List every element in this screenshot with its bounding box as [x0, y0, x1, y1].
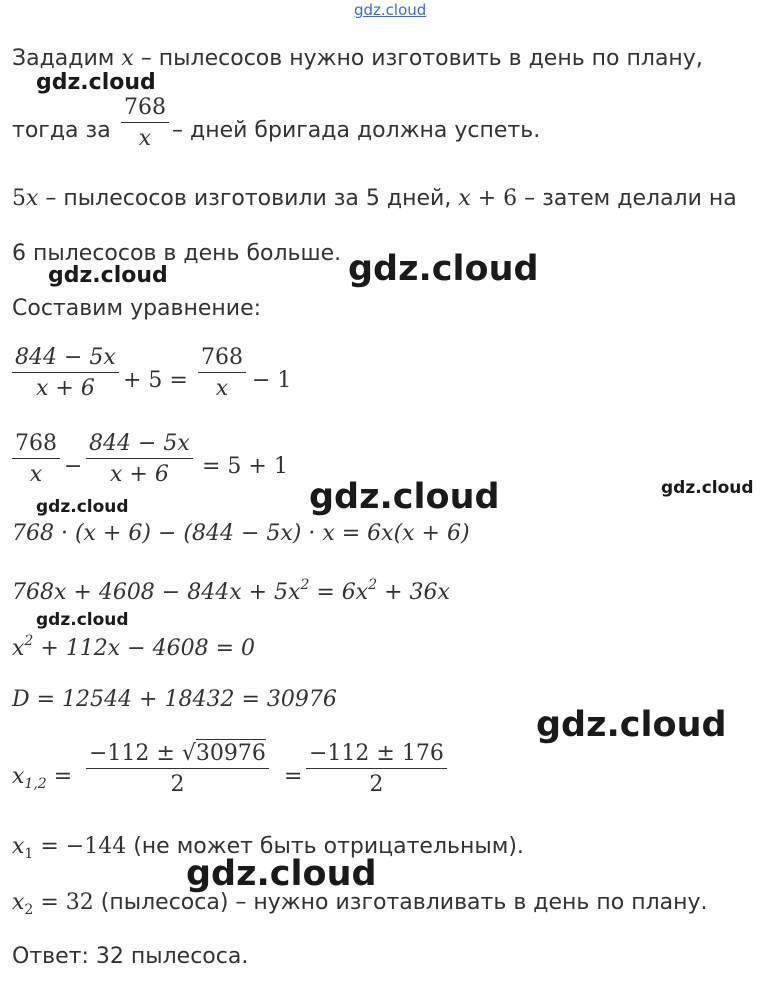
- eq7-lhs: [12, 766, 72, 791]
- eq1-left-numerator: 844 − 5x: [12, 347, 119, 373]
- header-watermark-link[interactable]: gdz.cloud: [354, 1, 427, 19]
- line1-var: x: [121, 46, 134, 71]
- line1-text-a: Зададим: [12, 46, 122, 71]
- fraction-denominator: x: [138, 126, 152, 151]
- fraction-768-over-x: [121, 97, 169, 150]
- eq7-radicand: 30976: [195, 741, 266, 766]
- watermark-9: gdz.cloud: [186, 854, 377, 894]
- watermark-6: gdz.cloud: [661, 478, 754, 498]
- eq2-right-numerator: 844 − 5x: [86, 433, 193, 459]
- eq2-tail: = 5 + 1: [202, 454, 288, 479]
- text-line-2-b: – дней бригада должна успеть.: [172, 118, 541, 143]
- line1-text-b: – пылесосов нужно изготовить в день по плану,: [133, 46, 703, 71]
- eq7-fraction-2: [306, 743, 447, 796]
- root2-note: (пылесоса) – нужно изготавливать в день по плану.: [93, 890, 708, 915]
- root2-sub: 2: [24, 902, 34, 918]
- line3-b: – пылесосов изготовили за 5 дней,: [38, 186, 459, 211]
- eq5-b: + 112x − 4608 = 0: [33, 636, 255, 661]
- eq2-right-fraction: [86, 433, 193, 486]
- watermark-1: gdz.cloud: [36, 70, 156, 95]
- eq2-left-fraction: [12, 433, 60, 486]
- watermark-5: gdz.cloud: [309, 477, 500, 517]
- root-2-line: [12, 892, 708, 917]
- eq1-left-fraction: [12, 347, 119, 400]
- watermark-7: gdz.cloud: [36, 610, 129, 630]
- line3-var-a: x: [26, 186, 39, 211]
- line3-var-b: x: [458, 186, 471, 211]
- text-line-3: [12, 188, 737, 210]
- line3-d: – затем делали на: [517, 186, 737, 211]
- eq7-lhs-sub: 1,2: [24, 776, 47, 792]
- watermark-8: gdz.cloud: [536, 705, 727, 745]
- equation-6-discriminant: D = 12544 + 18432 = 30976: [12, 687, 337, 712]
- text-line-4: 6 пылесосов в день больше.: [12, 241, 342, 266]
- eq4-a: 768x + 4608 − 844x + 5x: [12, 580, 301, 605]
- text-line-2-a: тогда за: [12, 118, 111, 143]
- eq7-fraction-1-numerator: −112 ± √30976: [86, 743, 269, 769]
- root2-var: x: [12, 890, 25, 915]
- eq4-sup2: 2: [368, 577, 378, 593]
- watermark-3: gdz.cloud: [348, 249, 539, 289]
- eq7-lhs-var: x: [12, 764, 25, 789]
- eq5-a: x: [12, 636, 25, 661]
- watermark-2: gdz.cloud: [48, 263, 168, 288]
- text-line-5: Составим уравнение:: [12, 296, 262, 321]
- eq4-sup1: 2: [300, 577, 310, 593]
- root1-sub: 1: [24, 846, 34, 862]
- fraction-numerator: 768: [121, 97, 169, 123]
- eq4-b: = 6x: [309, 580, 369, 605]
- eq1-right-denominator: x: [215, 376, 229, 401]
- answer-line: Ответ: 32 пылесоса.: [12, 944, 249, 969]
- eq5-sup: 2: [24, 633, 34, 649]
- eq2-middle: −: [64, 454, 83, 479]
- eq1-left-denominator: x + 6: [36, 376, 95, 401]
- eq1-right-fraction: [198, 347, 246, 400]
- line3-c: + 6: [470, 186, 518, 211]
- root2-value: = 32: [33, 890, 94, 915]
- eq2-left-numerator: 768: [12, 433, 60, 459]
- eq2-right-denominator: x + 6: [110, 462, 169, 487]
- text-line-1: [12, 48, 703, 70]
- eq7-eq1: =: [53, 764, 73, 789]
- eq2-left-denominator: x: [29, 462, 43, 487]
- root1-value: = −144: [33, 834, 127, 859]
- root1-var: x: [12, 834, 25, 859]
- eq7-fraction-1-denominator: 2: [170, 772, 185, 797]
- equation-5: [12, 634, 255, 660]
- eq7-num1-a: −112 ±: [89, 741, 182, 766]
- equation-4: [12, 578, 450, 604]
- equation-3: 768 · (x + 6) − (844 − 5x) · x = 6x(x + 6): [12, 521, 470, 546]
- eq1-tail: − 1: [252, 368, 292, 393]
- eq7-fraction-1: [86, 743, 269, 796]
- watermark-4: gdz.cloud: [36, 497, 129, 517]
- eq1-middle: + 5 =: [123, 368, 188, 393]
- root1-note: (не может быть отрицательным).: [126, 834, 524, 859]
- eq7-eq2: =: [284, 764, 303, 789]
- eq7-fraction-2-denominator: 2: [369, 772, 384, 797]
- eq7-fraction-2-numerator: −112 ± 176: [306, 743, 447, 769]
- eq1-right-numerator: 768: [198, 347, 246, 373]
- line3-a: 5: [12, 186, 26, 211]
- eq4-c: + 36x: [377, 580, 450, 605]
